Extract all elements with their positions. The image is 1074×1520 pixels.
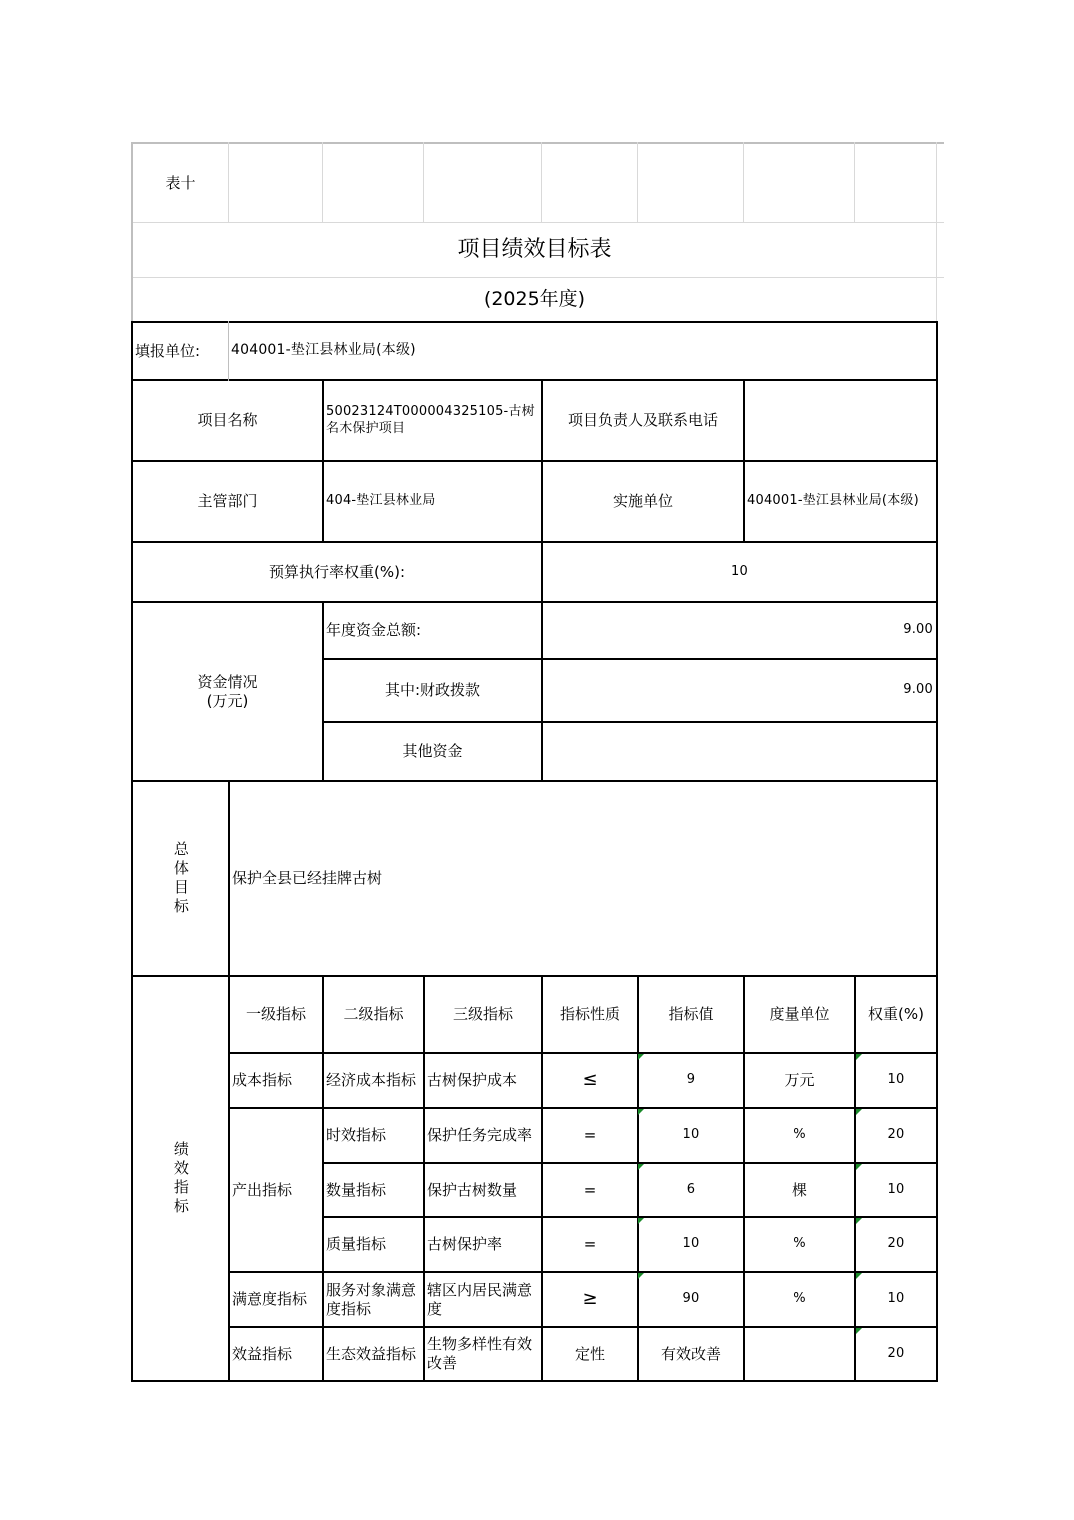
row3-weight: 20 xyxy=(887,1236,905,1252)
level1-output: 产出指标 xyxy=(232,1180,293,1199)
goal-value: 保护全县已经挂牌古树 xyxy=(232,869,383,888)
row3-level3: 古树保护率 xyxy=(427,1235,503,1254)
filing-unit-value: 404001-垫江县林业局(本级) xyxy=(231,342,416,359)
row5-level3: 生物多样性有效改善 xyxy=(427,1335,533,1372)
impl-label: 实施单位 xyxy=(612,492,673,511)
row5-unit xyxy=(745,1328,854,1380)
form-number: 表十 xyxy=(165,173,196,192)
funds-other-value xyxy=(543,723,936,780)
row5-value: 有效改善 xyxy=(660,1344,721,1363)
budget-weight-value: 10 xyxy=(731,563,748,579)
funds-label: 资金情况 (万元) xyxy=(197,672,258,710)
contact-label: 项目负责人及联系电话 xyxy=(567,411,718,430)
year-subtitle: (2025年度) xyxy=(483,287,586,310)
row1-value: 10 xyxy=(682,1127,700,1143)
row3-nature: = xyxy=(583,1235,597,1254)
contact-value xyxy=(745,381,936,460)
row1-level2: 时效指标 xyxy=(326,1126,387,1145)
header-value: 指标值 xyxy=(668,1005,714,1024)
header-level1: 一级指标 xyxy=(245,1005,306,1024)
header-weight: 权重(%) xyxy=(868,1005,924,1024)
row2-nature: = xyxy=(583,1180,597,1199)
header-level2: 二级指标 xyxy=(343,1005,404,1024)
funds-total-label: 年度资金总额: xyxy=(326,621,422,640)
row4-value: 90 xyxy=(682,1291,700,1307)
row3-level2: 质量指标 xyxy=(326,1235,387,1254)
row2-weight: 10 xyxy=(887,1181,905,1197)
dept-value: 404-垫江县林业局 xyxy=(326,493,436,509)
project-name-value: 50023124T000004325105-古树名木保护项目 xyxy=(326,404,535,436)
page-title: 项目绩效目标表 xyxy=(457,237,612,263)
funds-other-label: 其他资金 xyxy=(402,742,463,761)
row4-level2: 服务对象满意度指标 xyxy=(326,1280,417,1318)
row3-value: 10 xyxy=(682,1236,700,1252)
goal-label: 总体目标 xyxy=(171,840,190,917)
row4-weight: 10 xyxy=(887,1291,905,1307)
header-nature: 指标性质 xyxy=(559,1005,620,1024)
row3-unit: % xyxy=(793,1236,806,1252)
level1-cost: 成本指标 xyxy=(232,1071,293,1090)
filing-unit-label: 填报单位: xyxy=(135,341,201,360)
row0-level2: 经济成本指标 xyxy=(326,1071,417,1090)
row2-unit: 棵 xyxy=(791,1180,807,1199)
row0-weight: 10 xyxy=(887,1072,905,1088)
row4-level3: 辖区内居民满意度 xyxy=(427,1280,533,1318)
level1-benefit: 效益指标 xyxy=(232,1344,293,1363)
budget-weight-label: 预算执行率权重(%): xyxy=(268,562,405,581)
row5-level2: 生态效益指标 xyxy=(326,1344,417,1363)
row0-unit: 万元 xyxy=(784,1071,815,1090)
row0-value: 9 xyxy=(686,1072,696,1088)
row0-nature: ≤ xyxy=(582,1069,598,1091)
funds-fiscal-label: 其中:财政拨款 xyxy=(384,681,481,700)
row1-weight: 20 xyxy=(887,1127,905,1143)
header-unit: 度量单位 xyxy=(769,1005,830,1024)
row4-unit: % xyxy=(793,1291,806,1307)
row2-level2: 数量指标 xyxy=(326,1180,387,1199)
row5-weight: 20 xyxy=(887,1345,905,1361)
funds-fiscal-value: 9.00 xyxy=(903,682,933,698)
row2-level3: 保护古树数量 xyxy=(427,1180,518,1199)
row1-unit: % xyxy=(793,1127,806,1143)
header-level3: 三级指标 xyxy=(452,1005,513,1024)
dept-label: 主管部门 xyxy=(197,492,258,511)
funds-total-value: 9.00 xyxy=(903,622,933,638)
level1-satisfaction: 满意度指标 xyxy=(232,1290,308,1309)
perf-label: 绩效指标 xyxy=(171,1140,190,1217)
row2-value: 6 xyxy=(686,1181,696,1197)
project-name-label: 项目名称 xyxy=(197,411,258,430)
row1-nature: = xyxy=(583,1126,597,1145)
row0-level3: 古树保护成本 xyxy=(427,1071,518,1090)
impl-value: 404001-垫江县林业局(本级) xyxy=(747,493,919,509)
row4-nature: ≥ xyxy=(582,1288,598,1310)
row1-level3: 保护任务完成率 xyxy=(427,1126,533,1145)
row5-nature: 定性 xyxy=(574,1344,605,1363)
